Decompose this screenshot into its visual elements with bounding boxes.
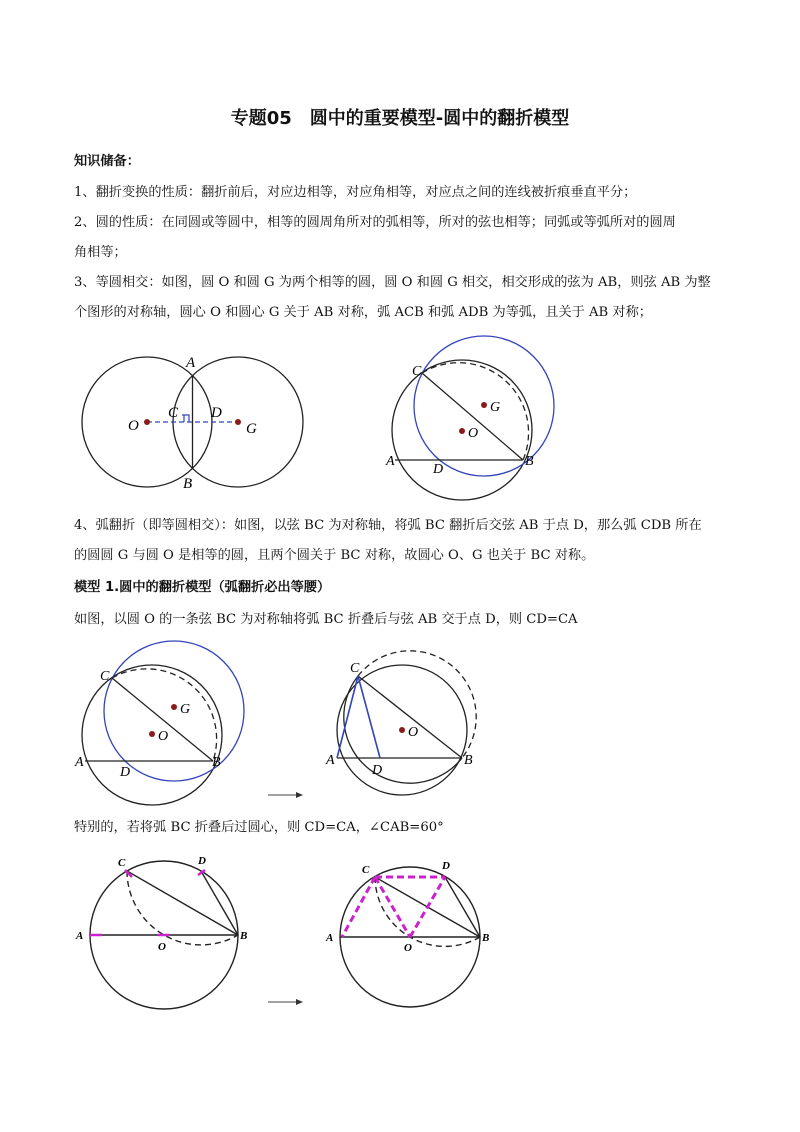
arrow-right-icon — [268, 790, 304, 800]
center-o-dot — [144, 419, 150, 425]
label-d: D — [120, 765, 131, 780]
label-o: O — [408, 725, 419, 740]
figure-model-left — [70, 630, 250, 795]
label-a: A — [76, 930, 84, 942]
model-heading: 模型 1.圆中的翻折模型（弧翻折必出等腰） — [74, 580, 331, 595]
center-o-dot — [399, 727, 405, 733]
special-text: 特别的，若将弧 BC 折叠后过圆心，则 CD=CA，∠CAB=60° — [74, 820, 444, 835]
label-g: G — [180, 702, 191, 717]
label-o: O — [404, 942, 412, 954]
segment-ca — [337, 676, 358, 758]
center-o-dot — [149, 731, 155, 737]
figure-model-right — [320, 650, 495, 795]
item-4: 4、弧翻折（即等圆相交）：如图，以弦 BC 为对称轴，将弧 BC 翻折后交弦 AB 于点 D，那么弧 CDB 所在 — [74, 518, 702, 533]
label-c: C — [118, 857, 126, 869]
item-2-cont: 角相等； — [74, 245, 127, 260]
item-1: 1、翻折变换的性质：翻折前后，对应边相等，对应角相等，对应点之间的连线被折痕垂直平分； — [74, 185, 637, 200]
arrow-right-icon — [268, 997, 304, 1007]
model-text: 如图，以圆 O 的一条弦 BC 为对称轴将弧 BC 折叠后与弦 AB 交于点 D，则 CD=CA — [74, 612, 578, 627]
label-a: A — [75, 755, 84, 770]
label-d: D — [433, 462, 444, 477]
label-d: D — [211, 405, 222, 421]
label-c: C — [168, 405, 179, 421]
label-a: A — [186, 355, 196, 371]
center-g-dot — [481, 402, 487, 408]
label-g: G — [490, 400, 501, 415]
label-d: D — [198, 855, 206, 867]
label-o: O — [158, 729, 169, 744]
label-b: B — [183, 476, 193, 492]
label-b: B — [212, 755, 221, 770]
figure-arc-fold-1 — [380, 325, 560, 490]
chord-db — [445, 877, 480, 937]
label-c: C — [412, 364, 422, 379]
item-2: 2、圆的性质：在同圆或等圆中，相等的圆周角所对的弧相等，所对的弦也相等；同弧或等弧所对的圆周 — [74, 215, 676, 230]
label-c: C — [362, 864, 370, 876]
dashed-arc — [422, 363, 529, 460]
label-a: A — [326, 932, 334, 944]
label-o: O — [468, 426, 479, 441]
item-4-cont: 的圆圆 G 与圆 O 是相等的圆，且两个圆关于 BC 对称，故圆心 O、G 也关于 BC 对称。 — [74, 548, 595, 563]
knowledge-heading: 知识储备： — [74, 154, 140, 169]
chord-cb — [422, 373, 523, 460]
label-a: A — [386, 454, 395, 469]
item-3-cont: 个图形的对称轴，圆心 O 和圆心 G 关于 AB 对称，弧 ACB 和弧 ADB 为等弧，且关于 AB 对称； — [74, 305, 652, 320]
item-3: 3、等圆相交：如图，圆 O 和圆 G 为两个相等的圆，圆 O 和圆 G 相交，相交形成的弦为 AB，则弦 AB 为整 — [74, 275, 711, 290]
label-g: G — [246, 421, 257, 437]
figure-special-right — [320, 855, 500, 1020]
label-o: O — [158, 941, 166, 953]
circle-g — [104, 641, 244, 781]
figure-special-left — [70, 850, 250, 1015]
label-c: C — [100, 669, 110, 684]
dashed-arc — [112, 669, 217, 761]
label-b: B — [240, 930, 248, 942]
segment-cd — [358, 676, 380, 758]
label-o: O — [128, 418, 139, 434]
right-angle-mark-2 — [182, 415, 189, 422]
figure-equal-circles — [70, 345, 315, 495]
chord-db — [201, 871, 238, 935]
chord-cb — [127, 871, 238, 935]
label-d: D — [372, 763, 383, 778]
magenta-od — [410, 877, 445, 937]
dashed-arc — [375, 877, 480, 946]
label-d: D — [442, 860, 450, 872]
dashed-arc — [127, 871, 238, 945]
label-a: A — [326, 753, 335, 768]
label-b: B — [525, 454, 534, 469]
label-c: C — [350, 661, 360, 676]
label-b: B — [482, 932, 490, 944]
magenta-co — [375, 877, 410, 937]
page-title: 专题05 圆中的重要模型-圆中的翻折模型 — [230, 108, 570, 129]
center-g-dot — [171, 704, 177, 710]
label-b: B — [464, 753, 473, 768]
center-g-dot — [235, 419, 241, 425]
chord-cb — [358, 676, 462, 758]
center-o-dot — [459, 428, 465, 434]
